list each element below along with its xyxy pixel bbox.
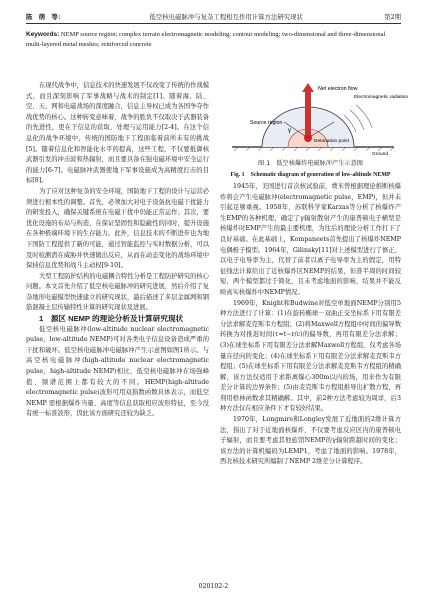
paragraph: 为了应对这种复杂的安全环境，国防地下工程的设计与运营必须进行根本性的调整。首先，必须加大对电子设备抗电磁干扰能力的研发投入，确保关键系统在电磁干扰中仍能正常运作；其次，要优化设施的布局与构造，在保证坚固性和隐蔽性的同时，提升设施在各种极端环境下的生存能力。此外，信息技术的不断进步也为地下国防工程提供了新的可能，通过智能监控与实时数据分析，可以及时检测潜在威胁并快速做出反应，从而在动态变化的战场环境中保持信息优势和战斗主动权[9-10]。 [26, 187, 210, 270]
header-authors: 陈 萌 等： [26, 12, 65, 21]
right-column [220, 182, 401, 468]
page-number: 020102-2 [198, 583, 229, 590]
paragraph: 在现代战争中，信息技术的快速发展不仅改变了传统的作战模式，而且深刻影响了军事战略与战术的制定[1]。随着海、陆、空、天、网和电磁战场的深度融合，信息主导权已成为各国争夺作战优势的核心。这种转变意味着，战争的胜负不仅取决于武器装备的先进性，更在于信息的获取、处理与运用能力[2-4]。在这个信息化的战争环境中，传统的国防地下工程面临着前所未有的挑战[5]。随着信息化和智能化水平的提高，这些工程，不仅要抵御核武器引发的冲击波和热辐射，而且要具备在强电磁环境中安全运行的能力[6-7]。电磁脉冲武器使地下军事设施成为高精度打击的目标[8]。 [26, 82, 210, 185]
header-issue: 第2期 [384, 12, 401, 21]
header-title: 低空核电磁脉冲与复杂工程相互作用计算方法研究现状 [149, 12, 303, 21]
label-burst: Detonation point [314, 139, 349, 144]
label-source: Source region [250, 120, 283, 126]
left-column [26, 81, 209, 420]
caption-en: Fig. 1 Schematic diagram of generation of low-altitude NEMP [230, 172, 391, 178]
figure-1-diagram [222, 80, 409, 157]
label-radiation: Electromagnetic radiation [354, 95, 409, 100]
paragraph: 大型工程防护结构的电磁耦合特性分析是工程防护研究的核心问题。本文首先介绍了低空核电磁脉冲的研究进展，然后介绍了复杂地形电磁模型快速建立的研究现状，最后描述了多层金属网和钢筋混凝土层传输特性计算的研究现状及进展。 [26, 272, 210, 312]
keywords-label: Keywords: [26, 31, 60, 38]
running-header [26, 9, 401, 24]
paragraph: 1969年，Knight和Budwine对低空单地面NEMP分别用5种方法进行了计算：(1)在旋转椭球－双曲正交坐标系下用有限差分法求解麦克斯韦方程组；(2)将Maxwell方程组中时间的偏导数转换为对推迟时间(τ=t−r/c)的偏导数，再用有限差分法求解；(3)在球坐标系下用有限差分法求解Maxwell方程组，仅考虑各场量在径向的变化；(4)在球坐标系下用有限差分法求解麦克斯韦方程组；(5)在球坐标系下用有限差分法求解麦克斯韦方程组的精确解，该方法仅适用于求距离爆心300m以内的场，用来作为有限差分计算的边界条件；(5)由麦克斯韦方程组推导出扩散方程，再利用格林函数求其精确解。其中，前2种方法考虑较为周详，后3种方法仅在相应条件下才有较好结果。 [220, 299, 401, 413]
figure-caption [220, 158, 401, 178]
label-ground: Ground [372, 152, 388, 157]
figure-1 [222, 80, 409, 157]
label-flow: Net electron flow [318, 86, 358, 92]
label-gamma: γ [288, 128, 291, 134]
flow-column [305, 91, 311, 136]
paragraph: 1970年，Longmire和Longley发展了近地面的2维计算方法，指出了对于近地面核爆炸，不仅要考虑反应区内的康普顿电子辐射，而且要考虑其他旅馆NEMP的γ辐射跨越时间的变化；该方法的计算机编码为LEMP1，考虑了地面的影响。1978年，西北核技术研究所编制了NEMP 2维差分计算程序。 [220, 416, 401, 466]
paragraph: 1945年，美国进行首次核试验前，费米曾根据理论推断核爆炸将会产生电磁脉冲(electromagnetic pulse，EMP)，但并未引起足够重视。1958年，苏联科学家Karzas等分析了核爆炸产生EMP的各种机理，确定了γ辐射散射产生的康普顿电子横型是核爆炸时EMP产生的最主要机理，为往后的理论分析工作打下了良好基础。在此基础上，Kompaneets首先提出了核爆炸NEMP电偶极子模型。1964年，Gilinsky[11]对上述模型进行了修正，以电子电导率为主，代替了前者以离子电导率为主的假定，用特征线法计算给出了近核爆炸区NEMP的结果，但准半周的时间较短，两个模型都过于简化，且未考虑地面的影响，结果并不能反映真实核爆炸中NEMP情况。 [220, 183, 401, 296]
keywords-text: NEMP source region; complex terrain electromagnetic modeling; contour modeling; two-dimensional and three-dimensional multi-layered metal meshes; reinforced concrete [26, 31, 386, 49]
caption-zh: 图 1 低空核爆炸电磁脉冲产生示意图 [258, 160, 363, 167]
section-title: 1 源区 NEMP 的理论分析及计算研究现状 [39, 314, 184, 324]
keywords [26, 30, 401, 50]
paragraph: 低空核电磁脉冲(low-altitude nuclear electromagnetic pulse，low-altitude NEMP)可对各类电子信息设备造成严重的干扰和破坏。低空核电磁脉冲电磁脉冲产生示意图如图1所示。与高空核电磁脉冲(high-altitude nuclear electromagnetic pulse，high-altitude NEMP)相比，低空核电磁脉冲在场强峰值、频谱范围上都有较大的不同。HEMP(high-altitude electromagnetic pulse)波形可用双指数函数具体表示，而低空 NEMP 需根据爆炸当量、高度等信息获取相应波形特征，至今没有统一标准波形，因此该方面研究还较为缺乏。 [26, 325, 209, 418]
